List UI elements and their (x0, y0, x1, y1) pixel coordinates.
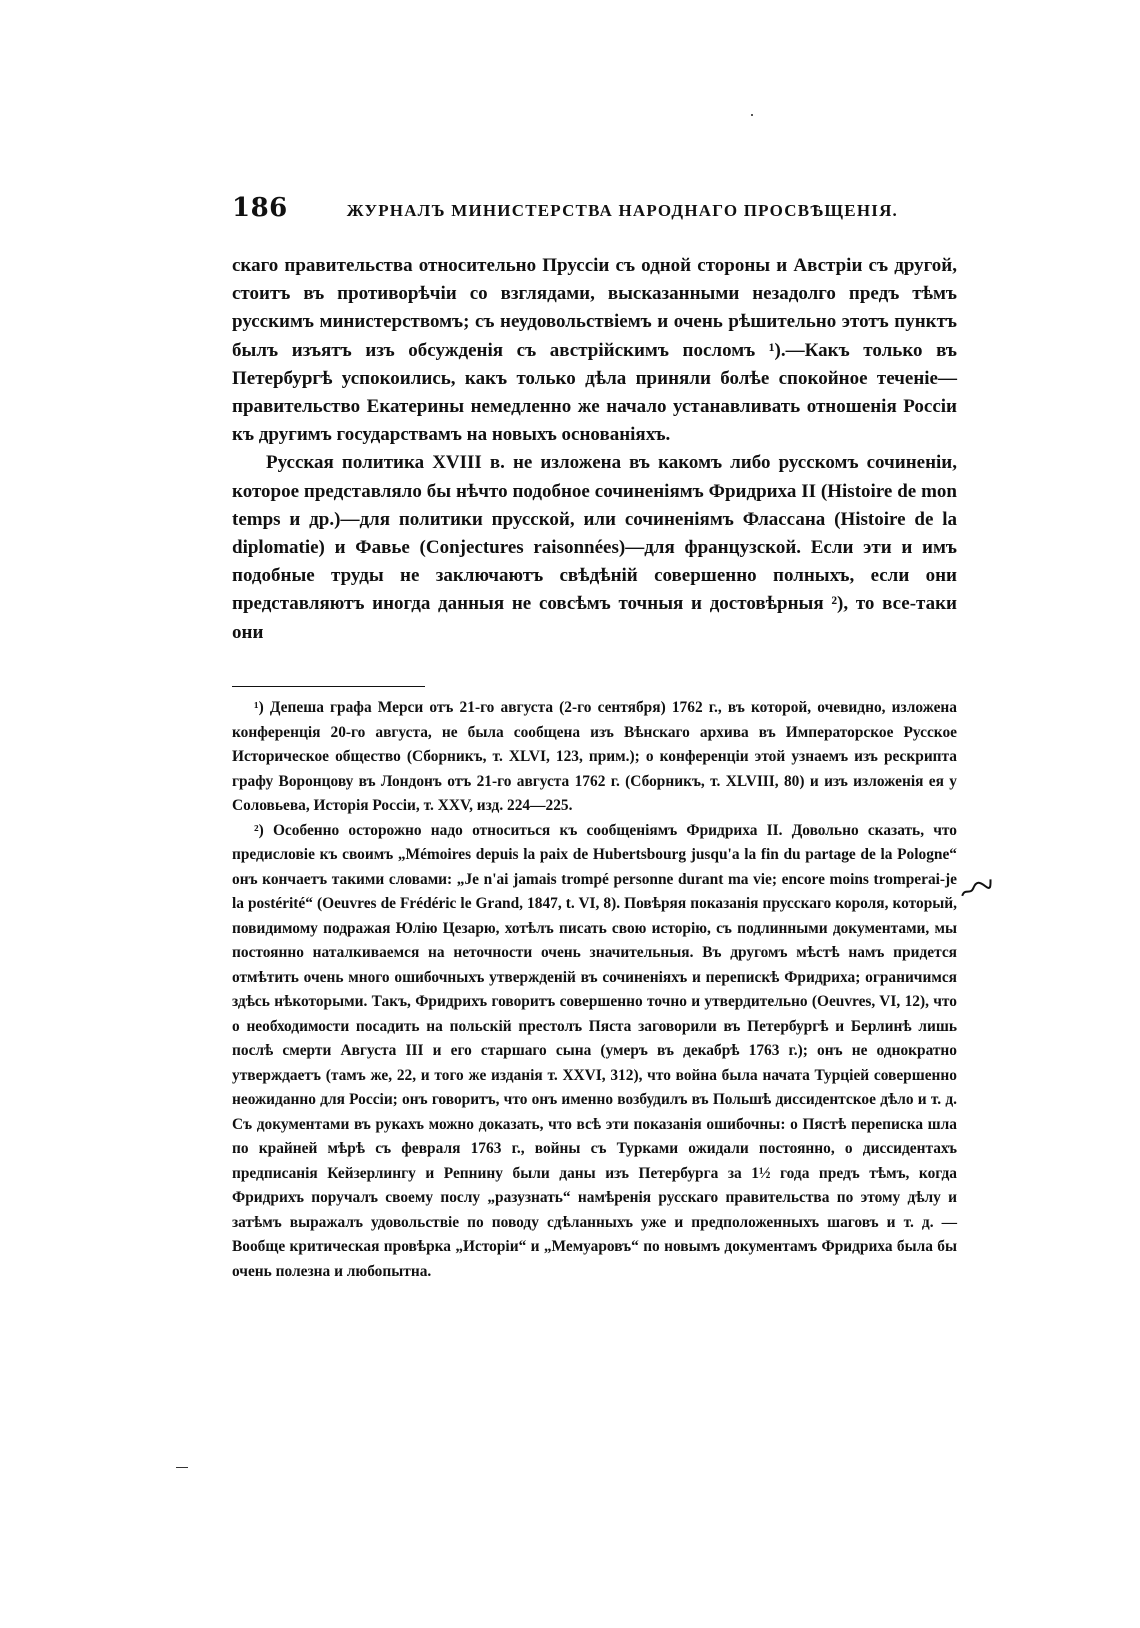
footnotes (232, 696, 957, 1284)
paragraph: скаго правительства относительно Пруссіи съ одной стороны и Австріи съ другой, стоитъ въ противорѣчіи со взглядами, высказанными незадолго предъ тѣмъ русскимъ министерствомъ; съ неудовольствіемъ и очень рѣшительно этотъ пунктъ былъ изъятъ изъ обсужденія съ австрійскимъ посломъ ¹).—Какъ только въ Петербургѣ успокоились, какъ только дѣла приняли болѣе спокойное теченіе—правительство Екатерины немедленно же начало устанавливать отношенія Россіи къ другимъ государствамъ на новыхъ основаніяхъ. (232, 255, 957, 446)
footnote: ²) Особенно осторожно надо относиться къ сообщеніямъ Фридриха II. Довольно сказать, что предисловіе къ своимъ „Mémoires depuis la paix de Hubertsbourg jusqu'a la fin du partage de la Pologne“ онъ кончаетъ такими словами: „Je n'ai jamais trompé personne durant ma vie; encore moins tromperai-je la postérité“ (Oeuvres de Frédéric le Grand, 1847, t. VI, 8). Повѣряя показанія прусскаго короля, который, повидимому подражая Юлію Цезарю, хотѣлъ писать свою исторію, съ подлинными документами, мы постоянно наталкиваемся на неточности очень значительныя. Въ другомъ мѣстѣ намъ придется отмѣтить очень много ошибочныхъ утвержденій въ сочиненіяхъ и перепискѣ Фридриха; ограничимся здѣсь нѣкоторыми. Такъ, Фридрихъ говоритъ совершенно точно и утвердительно (Oeuvres, VI, 12), что о необходимости посадить на польскій престолъ Пяста заговорили въ Петербургѣ и Берлинѣ лишь послѣ смерти Августа III и его старшаго сына (умеръ въ декабрѣ 1763 г.); онъ не однократно утверждаетъ (тамъ же, 22, и того же изданія т. XXVI, 312), что война была начата Турціей совершенно неожиданно для Россіи; онъ говоритъ, что онъ именно возбудилъ въ Польшѣ диссидентское дѣло и т. д. Съ документами въ рукахъ можно доказать, что всѣ эти показанія ошибочны: о Пястѣ переписка шла по крайней мѣрѣ съ февраля 1763 г., войны съ Турками ожидали постоянно, о диссидентахъ предписанія Кейзерлингу и Репнину были даны изъ Петербурга за 1½ года предъ тѣмъ, когда Фридрихъ поручалъ своему послу „разузнать“ намѣренія русскаго правительства по этому дѣлу и затѣмъ выражалъ удовольствіе по поводу сдѣланныхъ уже и предположенныхъ шаговъ и т. д. — Вообще критическая провѣрка „Исторіи“ и „Мемуаровъ“ по новымъ документамъ Фридриха была бы очень полезна и любопытна. (232, 821, 957, 1280)
margin-dash (176, 1467, 188, 1468)
page-header (232, 193, 957, 223)
main-text (232, 252, 957, 647)
paragraph: Русская политика XVIII в. не изложена въ какомъ либо русскомъ сочиненіи, которое представляло бы нѣчто подобное сочиненіямъ Фридриха II (Histoire de mon temps и др.)—для политики прусской, или сочиненіямъ Флассана (Histoire de la diplomatie) и Фавье (Conjectures raisonnées)—для французской. Если эти и имъ подобные труды не заключаютъ свѣдѣній совершенно полныхъ, если они представляютъ иногда данныя не совсѣмъ точныя и достовѣрныя ²), то все-таки они (232, 452, 957, 643)
page-number: 186 (232, 193, 288, 223)
handwritten-mark-icon (958, 876, 995, 900)
running-head: ЖУРНАЛЪ МИНИСТЕРСТВА НАРОДНАГО ПРОСВѢЩЕНІЯ. (346, 201, 899, 220)
scan-speck (751, 114, 753, 116)
handwritten-mark (958, 875, 996, 904)
footnote: ¹) Депеша графа Мерси отъ 21-го августа (2-го сентября) 1762 г., въ которой, очевидно, изложена конференція 20-го августа, не была сообщена изъ Вѣнскаго архива въ Императорское Русское Историческое общество (Сборникъ, т. XLVI, 123, прим.); о конференціи этой узнаемъ изъ рескрипта графу Воронцову въ Лондонъ отъ 21-го августа 1762 г. (Сборникъ, т. XLVIII, 80) и изъ изложенія ея у Соловьева, Исторія Россіи, т. XXV, изд. 224—225. (232, 699, 957, 814)
footnote-rule (232, 686, 425, 687)
